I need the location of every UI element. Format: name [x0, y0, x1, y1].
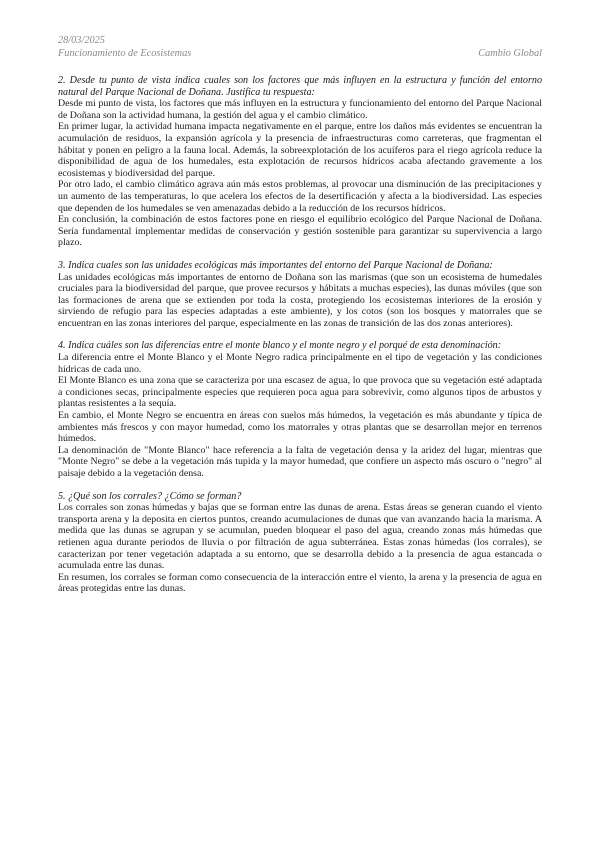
- section-question-4: [58, 340, 542, 479]
- page-header: [58, 34, 542, 60]
- header-course: Cambio Global: [478, 48, 542, 59]
- question-3-heading: 3. Indica cuales son las unidades ecológicas más importantes del entorno del Parque Nacional de Doñana:: [58, 259, 493, 271]
- answer-paragraph: En conclusión, la combinación de estos factores pone en riesgo el equilibrio ecológico del Parque Nacional de Doñana. Sería fundamental implementar medidas de conservación y gestión sostenible para garantizar su supervivencia a largo plazo.: [58, 214, 542, 249]
- section-question-2: [58, 75, 542, 249]
- question-5-heading: 5. ¿Qué son los corrales? ¿Cómo se forman?: [58, 490, 242, 502]
- answer-paragraph: Por otro lado, el cambio climático agrava aún más estos problemas, al provocar una disminución de las precipitaciones y un aumento de las temperaturas, lo que acelera los efectos de la desertificación y afecta a la biodiversidad. Las especies que dependen de los humedales se ven amenazadas debido a la reducción de los recursos hídricos.: [58, 179, 542, 214]
- answer-paragraph: La diferencia entre el Monte Blanco y el Monte Negro radica principalmente en el tipo de vegetación y las condiciones hídricas de cada uno.: [58, 352, 542, 375]
- header-row: [58, 47, 542, 60]
- question-2-heading: 2. Desde tu punto de vista indica cuales son los factores que más influyen en la estructura y función del entorno natural del Parque Nacional de Doñana. Justifica tu respuesta:: [58, 75, 542, 98]
- document-page: [58, 34, 542, 595]
- section-question-5: [58, 491, 542, 595]
- section-question-3: [58, 260, 542, 330]
- answer-paragraph: En primer lugar, la actividad humana impacta negativamente en el parque, entre los daños más evidentes se encuentran la acumulación de residuos, la expansión agrícola y la presencia de infraestructuras como carreteras, que fragmentan el hábitat y ponen en peligro a la fauna local. Además, la sobreexplotación de los acuíferos para el riego agrícola reduce la disponibilidad de agua de los humedales, esta explotación de recursos hídricos acaba afectando gravemente a los ecosistemas y biodiversidad del parque.: [58, 121, 542, 179]
- answer-paragraph: Las unidades ecológicas más importantes de entorno de Doñana son las marismas (que son un ecosistema de humedales cruciales para la biodiversidad del parque, que provee recursos y hábitats a muchas especies), las dunas móviles (que son las formaciones de arena que se extienden por toda la costa, protegiendo los ecosistemas interiores de la erosión y sirviendo de refugio para las especies adaptadas a este ambiente), y los cotos (son los bosques y matorrales que se encuentran en las zonas interiores del parque, especialmente en las zonas de transición de las dos zonas anteriores).: [58, 271, 542, 329]
- header-subject: Funcionamiento de Ecosistemas: [58, 48, 192, 59]
- header-date: 28/03/2025: [58, 35, 105, 46]
- answer-paragraph: En resumen, los corrales se forman como consecuencia de la interacción entre el viento, la arena y la presencia de agua en áreas protegidas entre las dunas.: [58, 571, 542, 595]
- answer-paragraph: Desde mi punto de vista, los factores que más influyen en la estructura y funcionamiento del entorno del Parque Nacional de Doñana son la actividad humana, la gestión del agua y el cambio climático.: [58, 98, 542, 121]
- question-4-heading: 4. Indica cuáles son las diferencias entre el monte blanco y el monte negro y el porqué de esta denominación:: [58, 340, 502, 352]
- answer-paragraph: El Monte Blanco es una zona que se caracteriza por una escasez de agua, lo que provoca que su vegetación esté adaptada a condiciones secas, principalmente especies que requieren poca agua para sobrevivir, como algunos tipos de arbustos y plantas resistentes a la sequía.: [58, 375, 542, 410]
- answer-paragraph: Los corrales son zonas húmedas y bajas que se forman entre las dunas de arena. Estas áreas se generan cuando el viento transporta arena y la deposita en ciertos puntos, creando acumulaciones de dunas que van avanzando hacia la marisma. A medida que las dunas se agrupan y se acumulan, pueden bloquear el paso del agua, creando zonas más húmedas que retienen agua durante periodos de lluvia o por filtración de agua subterránea. Estas zonas húmedas (los corrales), se caracterizan por tener vegetación adaptada a su entorno, que se desarrolla debido a la presencia de agua estancada o acumulada entre las dunas.: [58, 502, 542, 572]
- answer-paragraph: La denominación de "Monte Blanco" hace referencia a la falta de vegetación densa y la aridez del lugar, mientras que "Monte Negro" se debe a la vegetación más tupida y la mayor humedad, que confiere un aspecto más oscuro o "negro" al paisaje debido a la vegetación densa.: [58, 444, 542, 479]
- answer-paragraph: En cambio, el Monte Negro se encuentra en áreas con suelos más húmedos, la vegetación es más abundante y típica de ambientes más frescos y con mayor humedad, como los matorrales y otras plantas que se desarrollan mejor en terrenos húmedos.: [58, 410, 542, 445]
